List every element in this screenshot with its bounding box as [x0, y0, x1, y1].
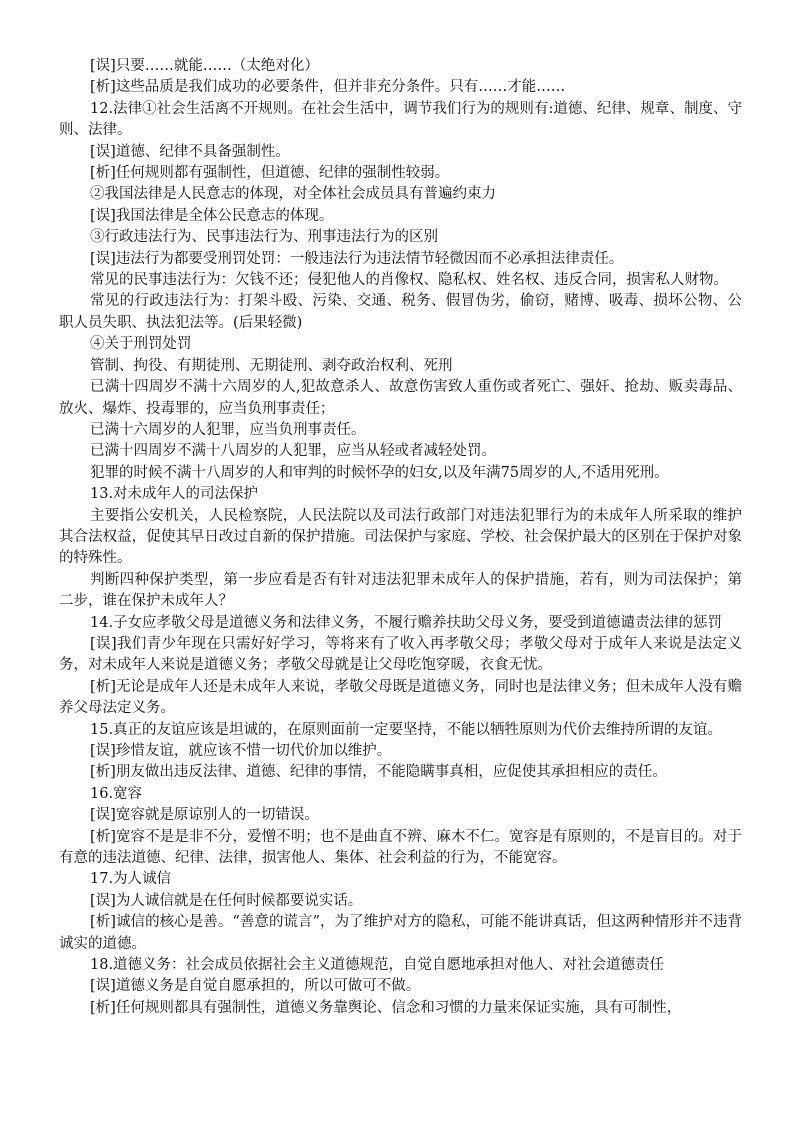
paragraph: [误]我国法律是全体公民意志的体现。: [90, 207, 334, 224]
paragraph: 15.真正的友谊应该是坦诚的，在原则面前一定要坚持，不能以牺牲原则为代价去维持所谓的友谊。: [90, 721, 723, 738]
paragraph: ②我国法律是人民意志的体现，对全体社会成员具有普遍约束力: [90, 186, 496, 203]
paragraph: [析]宽容不是是非不分，爱憎不明；也不是曲直不辨、麻木不仁。宽容是有原则的，不是盲目的。对于有意的违法道德、纪律、法律，损害他人、集体、社会利益的行为，不能宽容。: [59, 828, 742, 867]
paragraph: [误]我们青少年现在只需好好学习，等将来有了收入再孝敬父母；孝敬父母对于成年人来说是法定义务，对未成年人来说是道德义务；孝敬父母就是让父母吃饱穿暖，衣食无忧。: [59, 635, 742, 674]
paragraph: 已满十四周岁不满十六周岁的人,犯故意杀人、故意伤害致人重伤或者死亡、强奸、抢劫、贩卖毒品、放火、爆炸、投毒罪的，应当负刑事责任；: [59, 379, 742, 417]
paragraph: 常见的行政违法行为：打架斗殴、污染、交通、税务、假冒伪劣，偷窃，赌博、吸毒、损坏公物、公职人员失职、执法犯法等。(后果轻微): [59, 293, 742, 331]
paragraph: 16.宽容: [90, 785, 143, 802]
paragraph: 管制、拘役、有期徒刑、无期徒刑、剥夺政治权利、死刑: [90, 357, 453, 374]
paragraph: [误]违法行为都要受刑罚处罚：一般违法行为违法情节轻微因而不必承担法律责任。: [90, 250, 624, 267]
paragraph: 常见的民事违法行为：欠钱不还；侵犯他人的肖像权、隐私权、姓名权、违反合同，损害私人财物。: [90, 272, 728, 289]
paragraph: [析]无论是成年人还是未成年人来说，孝敬父母既是道德义务，同时也是法律义务；但未成年人没有赡养父母法定义务。: [59, 678, 742, 717]
paragraph: [误]道德义务是自觉自愿承担的，所以可做可不做。: [90, 978, 421, 995]
paragraph: [误]珍惜友谊，就应该不惜一切代价加以维护。: [90, 743, 392, 759]
paragraph: 主要指公安机关，人民检察院，人民法院以及司法行政部门对违法犯罪行为的未成年人所采取的维护其合法权益，促使其早日改过自新的保护措施。司法保护与家庭、学校、社会保护最大的区别在于保护对象的特殊性。: [59, 507, 742, 567]
paragraph: 已满十四周岁不满十八周岁的人犯罪，应当从轻或者减轻处罚。: [90, 443, 496, 460]
paragraph: [析]任何规则都有强制性，但道德、纪律的强制性较弱。: [90, 165, 450, 182]
paragraph: 12.法律①社会生活离不开规则。在社会生活中，调节我们行为的规则有:道德、纪律、规章、制度、守则、法律。: [59, 100, 742, 139]
paragraph: 判断四种保护类型，第一步应看是否有针对违法犯罪未成年人的保护措施，若有，则为司法保护；第二步，谁在保护未成年人？: [59, 571, 742, 610]
paragraph: [析]朋友做出违反法律、道德、纪律的事情，不能隐瞒事真相，应促使其承担相应的责任。: [90, 764, 667, 781]
paragraph: 18.道德义务：社会成员依据社会主义道德规范，自觉自愿地承担对他人、对社会道德责任: [90, 957, 665, 974]
paragraph: ③行政违法行为、民事违法行为、刑事违法行为的区别: [90, 229, 438, 246]
paragraph: [析]这些品质是我们成功的必要条件，但并非充分条件。只有……才能……: [90, 79, 566, 96]
paragraph: [误]宽容就是原谅别人的一切错误。: [90, 807, 319, 824]
paragraph: 13.对未成年人的司法保护: [90, 486, 259, 503]
paragraph: 14.子女应孝敬父母是道德义务和法律义务，不履行赡养扶助父母义务，要受到道德谴责法律的惩罚: [90, 614, 723, 631]
paragraph: 17.为人诚信: [90, 871, 172, 888]
paragraph: [误]道德、纪律不具备强制性。: [90, 143, 290, 160]
paragraph: ④关于刑罚处罚: [90, 336, 192, 353]
paragraph: [析]诚信的核心是善。“善意的谎言”，为了维护对方的隐私，可能不能讲真话，但这两种情形并不违背诚实的道德。: [59, 914, 742, 952]
paragraph: [误]为人诚信就是在任何时候都要说实话。: [90, 892, 363, 909]
paragraph: [误]只要……就能……（太绝对化）: [90, 58, 319, 74]
document-body: [59, 56, 742, 1019]
paragraph: 已满十六周岁的人犯罪，应当负刑事责任。: [90, 421, 366, 438]
paragraph: 犯罪的时候不满十八周岁的人和审判的时候怀孕的妇女,以及年满75周岁的人,不适用死刑。: [90, 464, 669, 481]
paragraph: [析]任何规则都具有强制性，道德义务靠舆论、信念和习惯的力量来保证实施，具有可制性，: [90, 999, 682, 1016]
